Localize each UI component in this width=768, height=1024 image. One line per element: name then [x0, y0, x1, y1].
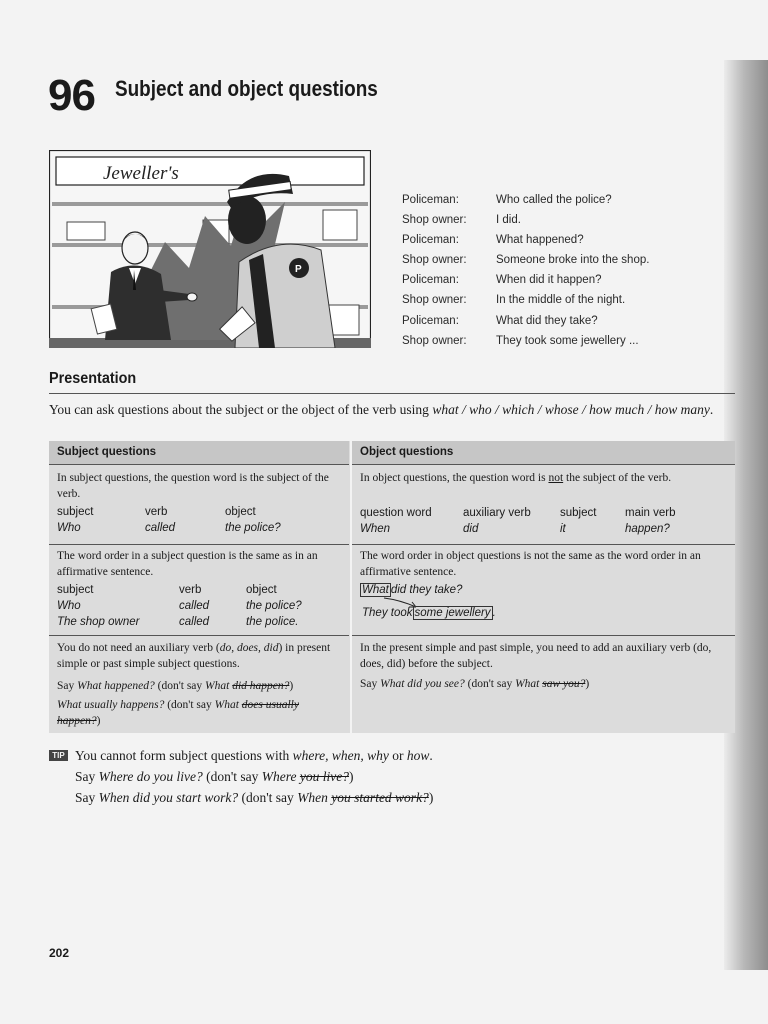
speaker: Policeman:: [402, 314, 459, 327]
text-part: When: [297, 790, 332, 805]
tip-line-1: [75, 747, 433, 764]
example-word: called: [145, 522, 176, 534]
example-word: did: [463, 523, 479, 535]
subject-questions-header: [49, 441, 349, 465]
col-label: subject: [560, 507, 597, 519]
speaker: Shop owner:: [402, 294, 467, 307]
incorrect-example: you started work?: [331, 790, 429, 805]
dialogue-line: [402, 234, 649, 254]
example-word: Who: [57, 600, 81, 612]
tip-line-2: [75, 768, 354, 785]
object-rule-3: [352, 635, 735, 734]
col-label: object: [246, 584, 277, 596]
tip-line-3: [75, 789, 433, 806]
correct-example: What usually happens?: [57, 699, 165, 711]
line-text: They took some jewellery ...: [496, 334, 639, 347]
text-part: ): [349, 769, 354, 784]
text-part: ): [96, 715, 101, 727]
text-part: Where: [261, 769, 300, 784]
rule-text: The word order in a subject question is the same as in an affirmative sentence.: [57, 550, 318, 578]
dialogue-line: [402, 335, 649, 355]
speaker: Policeman:: [402, 234, 459, 247]
text-part: ): [585, 678, 590, 690]
example-word: it: [560, 523, 566, 535]
example-word: called: [179, 600, 210, 612]
question-word: how: [406, 748, 430, 763]
text-part: .: [492, 607, 496, 619]
text-part: or: [388, 748, 407, 763]
text-part: You do not need an auxiliary verb (: [57, 642, 220, 654]
subject-rule-1: [49, 465, 349, 543]
text-part: (don't say: [154, 680, 206, 692]
rule-text: [360, 470, 729, 486]
speaker: Shop owner:: [402, 334, 467, 347]
example-word: The shop owner: [57, 616, 140, 628]
incorrect-example: saw you?: [542, 678, 586, 690]
page-number: 202: [49, 946, 70, 960]
speaker: Shop owner:: [402, 254, 467, 267]
text-part: the subject of the verb.: [563, 472, 672, 484]
unit-title: Subject and object questions: [115, 76, 378, 101]
example-word: the police?: [225, 522, 281, 534]
col-label: subject: [57, 584, 94, 596]
aux-verbs: do, does, did: [219, 642, 279, 654]
example-word: the police.: [246, 616, 299, 628]
rule-text: [57, 640, 343, 672]
incorrect-example: you live?: [299, 769, 349, 784]
intro-end: .: [709, 402, 714, 417]
col-label: verb: [145, 506, 168, 518]
object-questions-column: [352, 441, 735, 733]
text-part: What: [205, 680, 233, 692]
line-text: Who called the police?: [496, 194, 612, 206]
text-part: (don't say: [238, 790, 298, 805]
line-text: I did.: [496, 214, 521, 227]
text-part: .: [429, 748, 433, 763]
correct-example: Where do you live?: [98, 769, 203, 784]
text-part: (don't say: [202, 769, 262, 784]
police-badge-letter: P: [295, 264, 302, 275]
subject-questions-column: [49, 441, 349, 733]
line-text: When did it happen?: [496, 274, 602, 287]
shop-sign-text: Jeweller's: [103, 163, 179, 184]
col-label: question word: [360, 507, 432, 519]
question-words: what / who / which / whose / how much / how many: [432, 402, 710, 417]
text-part: ) in present simple or past simple subject questions.: [57, 642, 331, 670]
line-text: In the middle of the night.: [496, 294, 626, 307]
section-divider: [49, 393, 735, 394]
text-part: You cannot form subject questions with: [75, 748, 293, 763]
col-label: verb: [179, 584, 202, 596]
line-text: What did they take?: [496, 314, 598, 327]
object-rule-1: [352, 465, 735, 543]
line-text: Someone broke into the shop.: [496, 254, 650, 267]
example-question: [360, 583, 462, 598]
subject-rule-2: [49, 544, 349, 635]
dialogue-line: [402, 294, 649, 314]
rule-text: In the present simple and past simple, you need to add an auxiliary verb (do, does, did) before the subject.: [360, 642, 712, 670]
speaker: Policeman:: [402, 274, 459, 287]
text-part: ): [289, 680, 294, 692]
boxed-object: What: [362, 584, 389, 596]
grammar-table: [49, 441, 735, 733]
col-label: auxiliary verb: [463, 507, 531, 519]
dialogue-line: [402, 214, 649, 234]
correct-example: When did you start work?: [98, 790, 239, 805]
text-part: Say: [75, 790, 99, 805]
text-part: Say: [57, 680, 78, 692]
col-label: main verb: [625, 507, 676, 519]
dialogue: [402, 194, 649, 355]
incorrect-example: did happen?: [232, 680, 290, 692]
object-questions-header: [352, 441, 735, 465]
text-part: What: [515, 678, 543, 690]
text-part: did they take?: [390, 584, 463, 596]
jeweller-shop-illustration: [49, 150, 371, 348]
section-title: Presentation: [49, 370, 137, 387]
example-word: happen?: [625, 523, 670, 535]
text-part: Say: [75, 769, 99, 784]
example-word: the police?: [246, 600, 302, 612]
header-label: Object questions: [360, 446, 454, 458]
text-part: ): [428, 790, 434, 805]
col-label: object: [225, 506, 256, 518]
example-word: When: [360, 523, 391, 535]
text-part: (don't say: [464, 678, 516, 690]
rule-text: In subject questions, the question word is the subject of the verb.: [57, 472, 329, 500]
tip-badge: TIP: [49, 750, 68, 761]
intro-text: You can ask questions about the subject or the object of the verb using: [49, 402, 433, 417]
example-word: called: [179, 616, 210, 628]
line-text: What happened?: [496, 234, 584, 247]
text-part: What: [214, 699, 242, 711]
subject-rule-3: [49, 635, 349, 734]
text-part: Say: [360, 678, 381, 690]
example-word: Who: [57, 522, 81, 534]
col-label: subject: [57, 506, 94, 518]
example-line: [57, 697, 343, 729]
example-line: [57, 678, 343, 694]
question-words: where, when, why: [292, 748, 389, 763]
boxed-object: some jewellery: [414, 607, 491, 619]
intro-paragraph: [49, 401, 729, 418]
dialogue-line: [402, 274, 649, 294]
dialogue-line: [402, 315, 649, 335]
unit-number: 96: [48, 71, 95, 120]
object-rule-2: [352, 544, 735, 635]
example-answer: [362, 606, 496, 621]
speaker: Policeman:: [402, 194, 459, 206]
dialogue-line: [402, 254, 649, 274]
speaker: Shop owner:: [402, 214, 467, 227]
header-label: Subject questions: [57, 446, 157, 458]
example-line: [360, 676, 729, 692]
text-part: They took: [362, 607, 413, 619]
text-part: (don't say: [164, 699, 215, 711]
text-part: In object questions, the question word is: [360, 472, 549, 484]
rule-text: The word order in object questions is not the same as the word order in an affirmative sentence.: [360, 550, 701, 578]
emphasis-not: not: [548, 472, 564, 484]
correct-example: What happened?: [77, 680, 155, 692]
correct-example: What did you see?: [380, 678, 465, 690]
incorrect-example: does usually happen?: [57, 699, 299, 727]
dialogue-line: [402, 194, 649, 214]
